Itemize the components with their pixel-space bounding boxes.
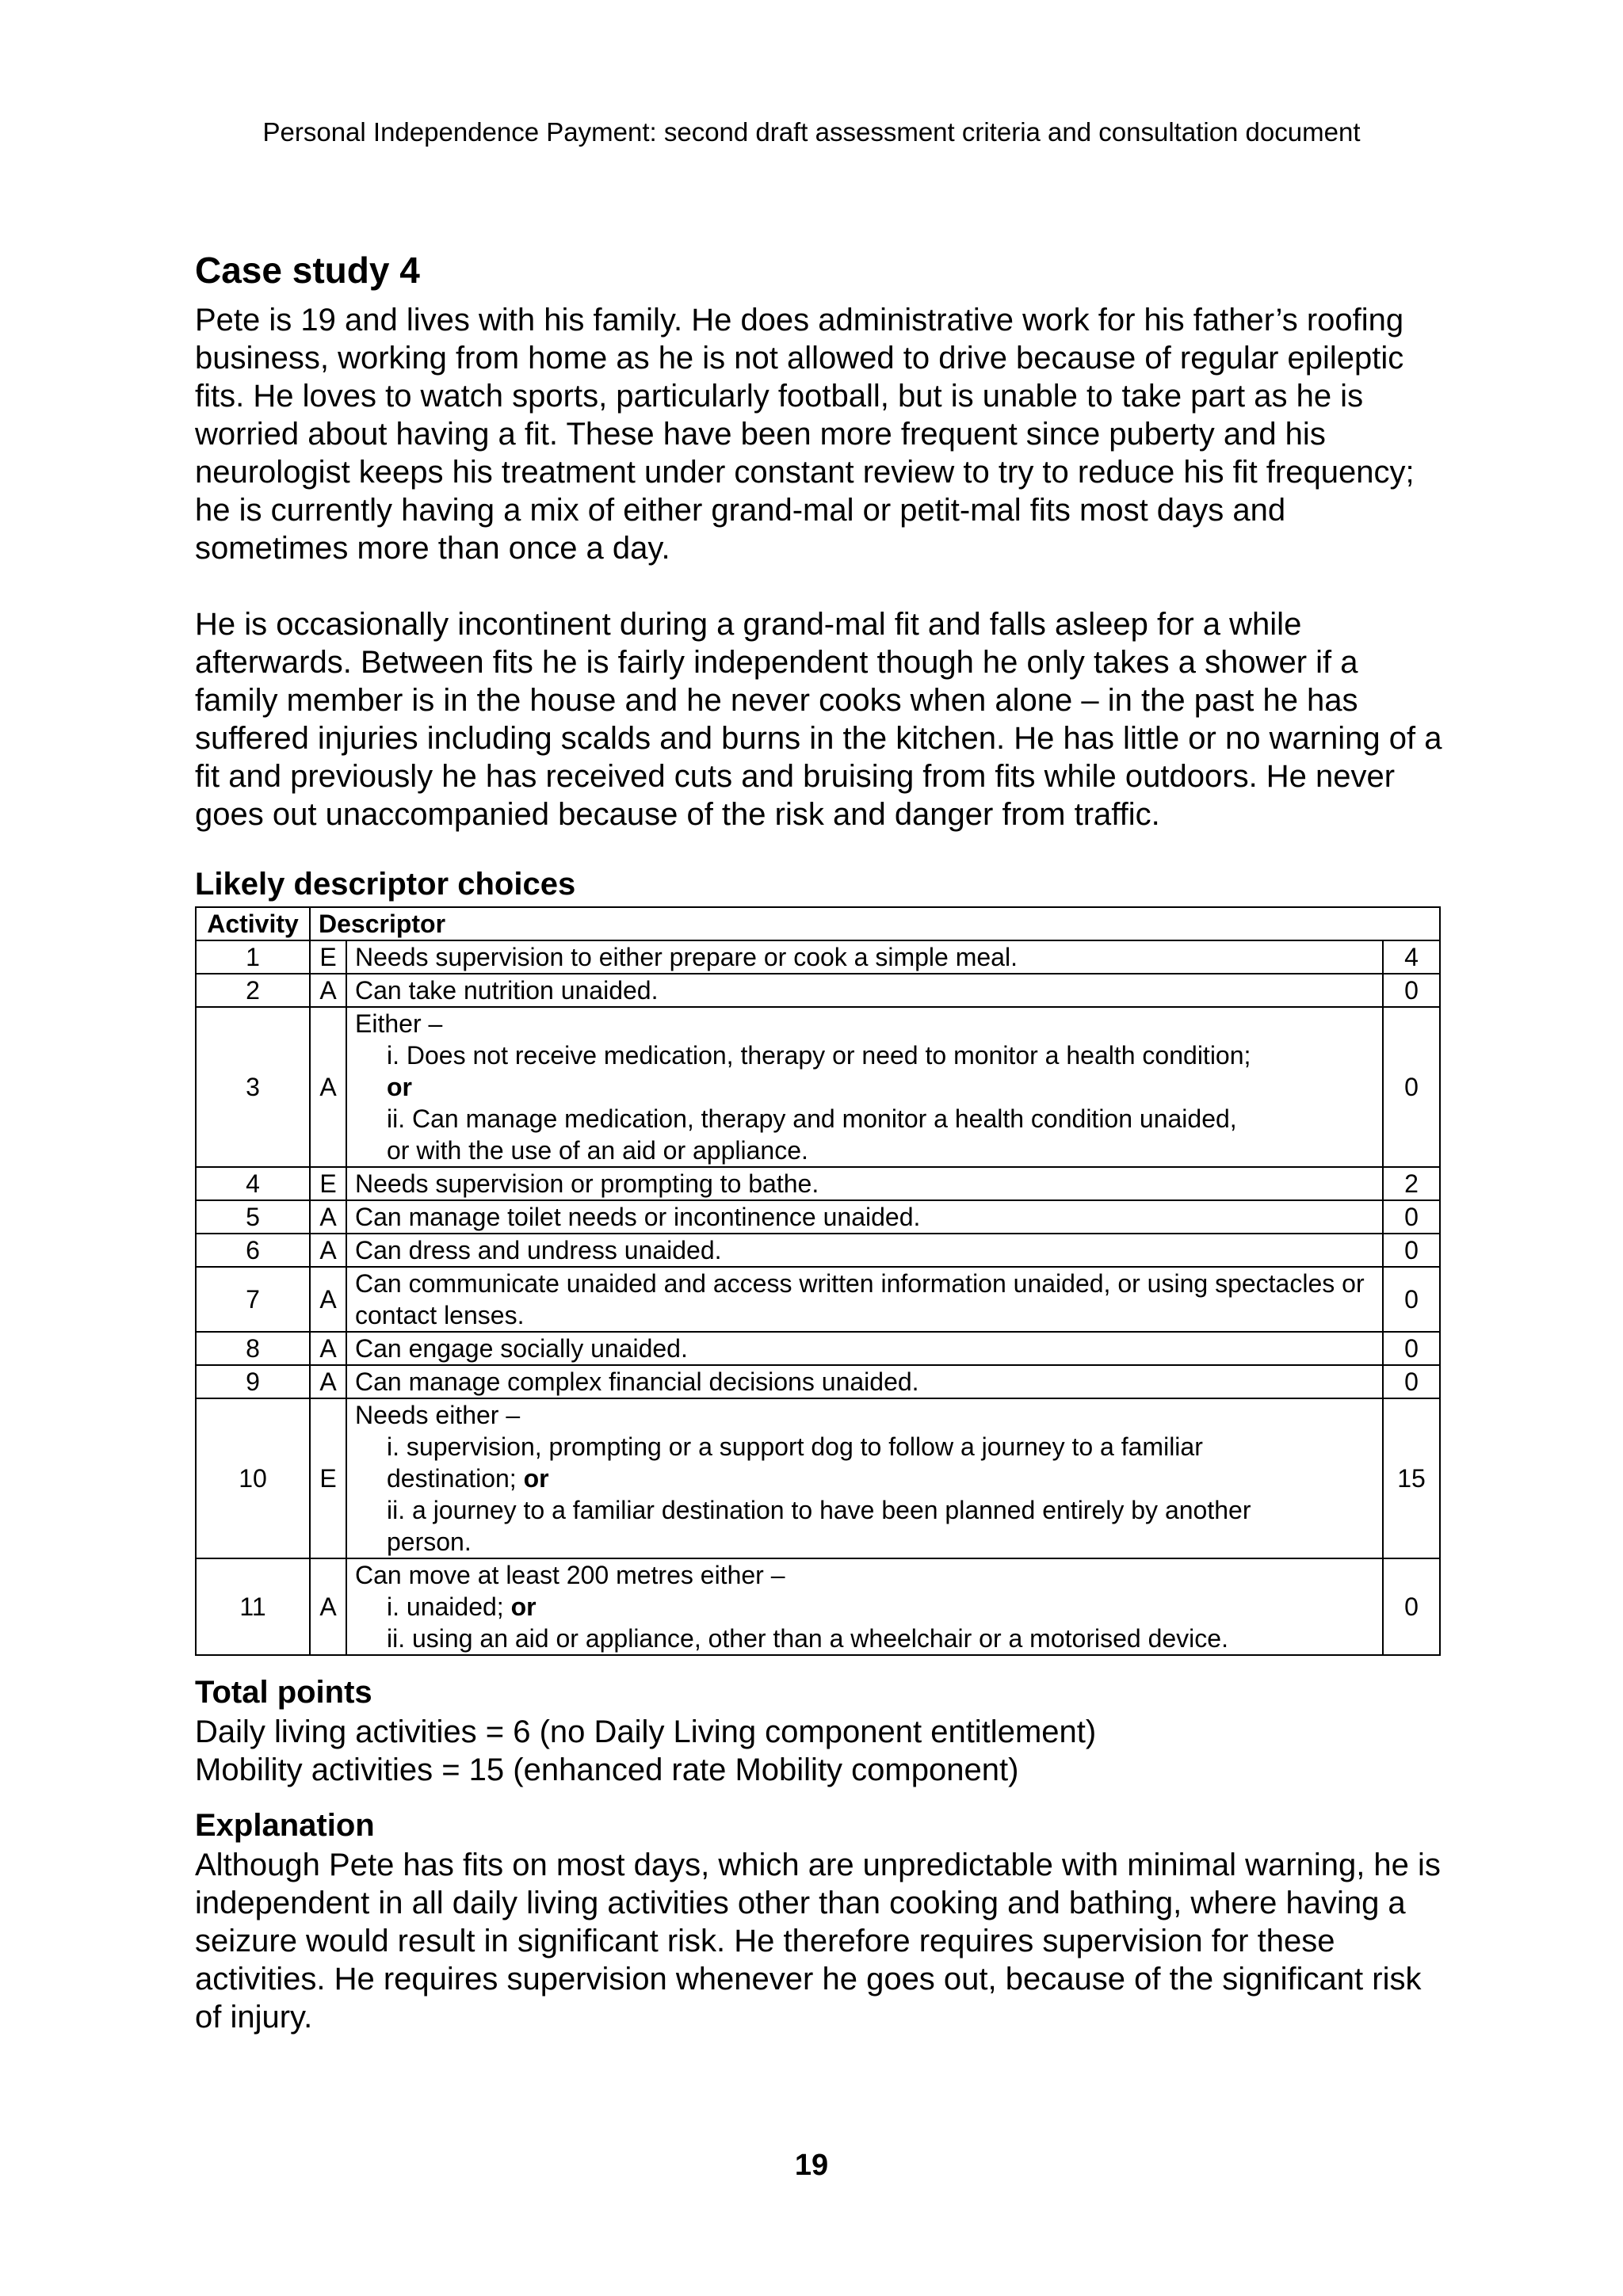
total-daily-living: Daily living activities = 6 (no Daily Living component entitlement) — [195, 1714, 1097, 1749]
descriptor-option-cont — [355, 1463, 1374, 1494]
descriptor-or: or — [523, 1463, 549, 1493]
descriptor-table — [195, 906, 1441, 1656]
descriptor-points: 0 — [1383, 1234, 1440, 1267]
table-row — [196, 1398, 1440, 1558]
total-points-heading: Total points — [195, 1674, 372, 1710]
page-content — [195, 250, 1447, 2036]
descriptor-text — [346, 1007, 1383, 1167]
table-row — [196, 1365, 1440, 1398]
table-row — [196, 1167, 1440, 1200]
descriptor-points: 0 — [1383, 1332, 1440, 1365]
descriptor-option: ii. a journey to a familiar destination to have been planned entirely by another — [387, 1495, 1251, 1524]
table-header-row — [196, 907, 1440, 940]
descriptor-text: Needs supervision to either prepare or cook a simple meal. — [346, 940, 1383, 974]
descriptor-text: Can take nutrition unaided. — [346, 974, 1383, 1007]
descriptor-level: E — [310, 1398, 346, 1558]
descriptor-points: 0 — [1383, 1267, 1440, 1332]
descriptor-text: Needs supervision or prompting to bathe. — [346, 1167, 1383, 1200]
activity-number: 6 — [196, 1234, 310, 1267]
descriptor-points: 0 — [1383, 974, 1440, 1007]
explanation-text: Although Pete has fits on most days, which are unpredictable with minimal warning, he is independent in all daily living activities other than cooking and bathing, where having a seizure would result in significant risk. He therefore requires supervision for these activities. He requires supervision whenever he goes out, because of the significant risk of injury. — [195, 1847, 1441, 2035]
descriptor-level: A — [310, 1200, 346, 1234]
descriptor-points: 0 — [1383, 1200, 1440, 1234]
table-row — [196, 1007, 1440, 1167]
descriptor-points: 0 — [1383, 1365, 1440, 1398]
descriptor-level: A — [310, 1007, 346, 1167]
activity-number: 2 — [196, 974, 310, 1007]
total-mobility: Mobility activities = 15 (enhanced rate Mobility component) — [195, 1752, 1019, 1787]
descriptor-text: Can manage complex financial decisions unaided. — [346, 1365, 1383, 1398]
activity-number: 10 — [196, 1398, 310, 1558]
running-header: Personal Independence Payment: second draft assessment criteria and consultation document — [262, 117, 1361, 147]
activity-number: 1 — [196, 940, 310, 974]
descriptor-text — [346, 1558, 1383, 1655]
second-paragraph: He is occasionally incontinent during a grand-mal fit and falls asleep for a while afterwards. Between fits he is fairly independent though he only takes a shower if a family member is in the house and he never cooks when alone – in the past he has suffered injuries including scalds and burns in the kitchen. He has little or no warning of a fit and previously he has received cuts and bruising from fits while outdoors. He never goes out unaccompanied because of the risk and danger from traffic. — [195, 606, 1442, 832]
descriptor-points: 2 — [1383, 1167, 1440, 1200]
descriptor-option — [355, 1591, 1374, 1623]
table-row — [196, 1267, 1440, 1332]
descriptor-level: E — [310, 940, 346, 974]
descriptor-level: A — [310, 1365, 346, 1398]
table-row — [196, 1234, 1440, 1267]
activity-number: 4 — [196, 1167, 310, 1200]
descriptor-level: A — [310, 974, 346, 1007]
descriptor-level: A — [310, 1332, 346, 1365]
descriptor-points: 0 — [1383, 1007, 1440, 1167]
activity-number: 7 — [196, 1267, 310, 1332]
descriptor-option-tail: destination; — [387, 1463, 517, 1493]
intro-paragraph: Pete is 19 and lives with his family. He does administrative work for his father’s roofing business, working from home as he is not allowed to drive because of regular epileptic fits. He loves to watch sports, particularly football, but is unable to take part as he is worried about having a fit. These have been more frequent since puberty and his neurologist keeps his treatment under constant review to try to reduce his fit frequency; he is currently having a mix of either grand-mal or petit-mal fits most days and sometimes more than once a day. — [195, 302, 1415, 566]
table-row — [196, 974, 1440, 1007]
descriptor-option-cont: or with the use of an aid or appliance. — [387, 1135, 808, 1165]
descriptor-points: 0 — [1383, 1558, 1440, 1655]
table-title: Likely descriptor choices — [195, 866, 576, 902]
table-row — [196, 940, 1440, 974]
descriptor-level: A — [310, 1558, 346, 1655]
descriptor-text — [346, 1398, 1383, 1558]
descriptor-points: 4 — [1383, 940, 1440, 974]
activity-number: 5 — [196, 1200, 310, 1234]
descriptor-level: A — [310, 1267, 346, 1332]
descriptor-option: ii. Can manage medication, therapy and monitor a health condition unaided, — [387, 1104, 1237, 1133]
descriptor-text: Can engage socially unaided. — [346, 1332, 1383, 1365]
descriptor-lead: Either – — [355, 1009, 443, 1038]
table-row — [196, 1200, 1440, 1234]
header-descriptor: Descriptor — [310, 907, 1440, 940]
activity-number: 3 — [196, 1007, 310, 1167]
page-number: 19 — [794, 2149, 829, 2182]
descriptor-level: E — [310, 1167, 346, 1200]
descriptor-text: Can communicate unaided and access written information unaided, or using spectacles or contact lenses. — [346, 1267, 1383, 1332]
activity-number: 11 — [196, 1558, 310, 1655]
descriptor-or: or — [510, 1592, 537, 1621]
activity-number: 8 — [196, 1332, 310, 1365]
case-study-title: Case study 4 — [195, 250, 420, 291]
table-row — [196, 1558, 1440, 1655]
descriptor-option-cont: person. — [387, 1527, 472, 1556]
explanation-heading: Explanation — [195, 1807, 375, 1843]
descriptor-option: ii. using an aid or appliance, other than a wheelchair or a motorised device. — [387, 1623, 1228, 1653]
descriptor-points: 15 — [1383, 1398, 1440, 1558]
descriptor-or: or — [387, 1072, 412, 1101]
header-activity: Activity — [196, 907, 310, 940]
descriptor-option: i. Does not receive medication, therapy or need to monitor a health condition; — [387, 1040, 1251, 1070]
descriptor-option-text: i. unaided; — [387, 1592, 504, 1621]
descriptor-text: Can manage toilet needs or incontinence unaided. — [346, 1200, 1383, 1234]
descriptor-lead: Can move at least 200 metres either – — [355, 1560, 785, 1589]
descriptor-text: Can dress and undress unaided. — [346, 1234, 1383, 1267]
descriptor-level: A — [310, 1234, 346, 1267]
table-row — [196, 1332, 1440, 1365]
activity-number: 9 — [196, 1365, 310, 1398]
descriptor-lead: Needs either – — [355, 1400, 521, 1429]
descriptor-option: i. supervision, prompting or a support dog to follow a journey to a familiar — [387, 1432, 1203, 1461]
